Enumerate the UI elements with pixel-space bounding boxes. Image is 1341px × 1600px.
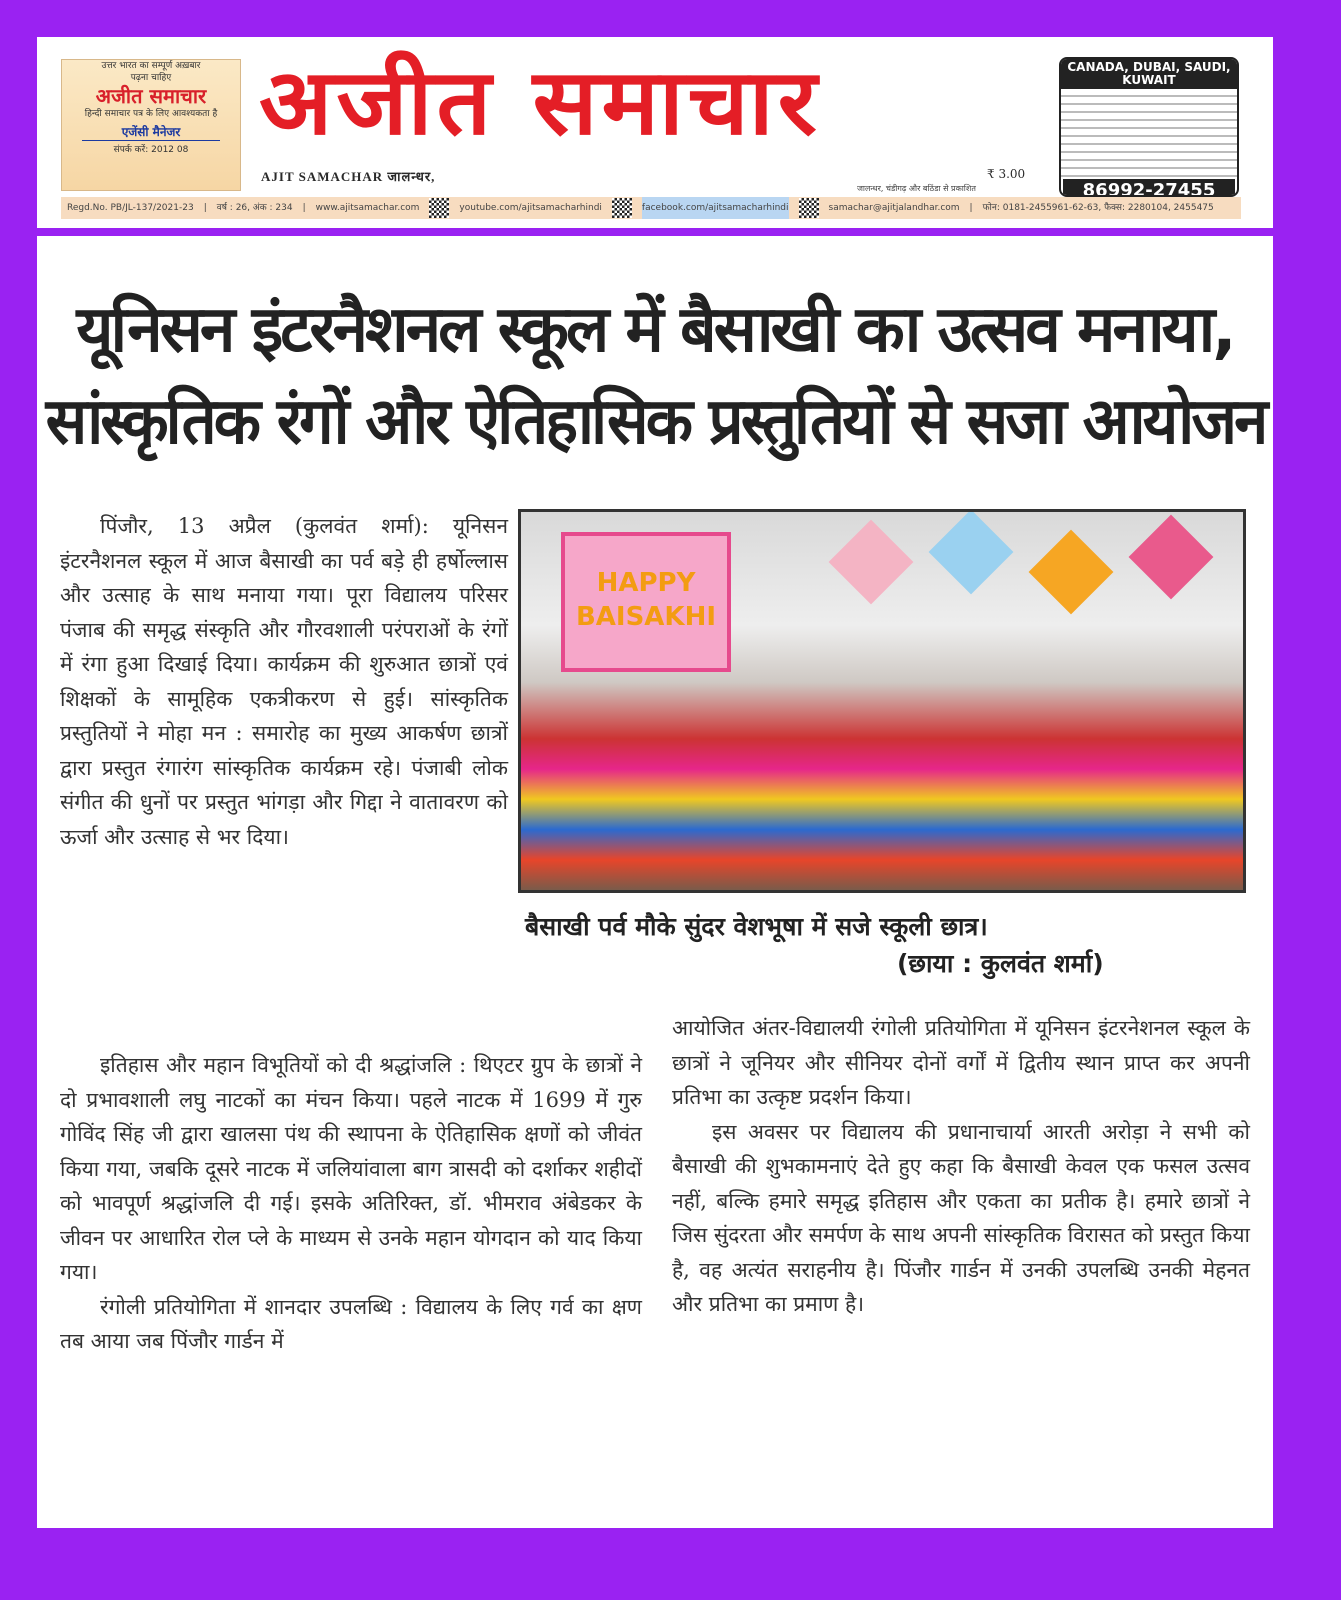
overseas-jobs-ad xyxy=(1059,57,1239,197)
agency-ad xyxy=(61,59,241,191)
headline-line-2: सांस्कृतिक रंगों और ऐतिहासिक प्रस्तुतियों से सजा आयोजन xyxy=(45,385,1265,459)
ad-title: अजीत समाचार xyxy=(95,84,207,108)
website-link[interactable]: www.ajitsamachar.com xyxy=(315,203,420,213)
email-link[interactable]: samachar@ajitjalandhar.com xyxy=(828,203,960,213)
qr-code-icon xyxy=(429,198,449,218)
kite-decoration xyxy=(1129,515,1214,600)
ad-body xyxy=(1061,89,1237,177)
ad-text: हिन्दी समाचार पत्र के लिए आवश्यकता है xyxy=(84,109,218,119)
students-photo xyxy=(518,509,1246,893)
paragraph: इस अवसर पर विद्यालय की प्रधानाचार्या आरती अरोड़ा ने सभी को बैसाखी की शुभकामनाएं देते हुए कहा कि बैसाखी केवल एक फसल उत्सव नहीं, बल्कि हमारे समृद्ध इतिहास और एकता का प्रतीक है। हमारे छात्रों ने जिस सुंदरता और समर्पण के साथ अपनी सांस्कृतिक विरासत को प्रस्तुत किया है, वह अत्यंत सराहनीय है। पिंजौर गार्डन में उनकी उपलब्धि उनकी मेहनत और प्रतिभा का प्रमाण है। xyxy=(672,1119,1250,1316)
ad-phone: 86992-27455 xyxy=(1063,179,1235,197)
paragraph: पिंजौर, 13 अप्रैल (कुलवंत शर्मा): यूनिसन इंटरनैशनल स्कूल में आज बैसाखी का पर्व बड़े ही हर्षोल्लास और उत्साह के साथ मनाया गया। पूरा विद्यालय परिसर पंजाब की समृद्ध संस्कृति और गौरवशाली परंपराओं के रंगों में रंगा हुआ दिखाई दिया। कार्यक्रम की शुरुआत छात्रों एवं शिक्षकों के सामूहिक एकत्रीकरण से हुई। सांस्कृतिक प्रस्तुतियों ने मोहा मन : समारोह का मुख्य आकर्षण छात्रों द्वारा प्रस्तुत रंगारंग सांस्कृतिक कार्यक्रम रहे। पंजाबी लोक संगीत की धुनों पर प्रस्तुत भांगड़ा और गिद्दा ने वातावरण को ऊर्जा और उत्साह से भर दिया। xyxy=(60,514,508,849)
qr-code-icon xyxy=(612,198,632,218)
kite-decoration xyxy=(829,520,914,605)
english-name: AJIT SAMACHAR जालन्धर, xyxy=(261,169,436,184)
qr-code-icon xyxy=(799,198,819,218)
price: ₹ 3.00 xyxy=(987,167,1026,181)
ad-text: उत्तर भारत का सम्पूर्ण अख़बार xyxy=(101,61,201,71)
column-1 xyxy=(60,509,508,854)
photo-caption: बैसाखी पर्व मौके सुंदर वेशभूषा में सजे स्कूली छात्र। xyxy=(525,912,988,941)
ad-text: संपर्क करें: 2012 08 xyxy=(113,145,189,155)
paragraph: इतिहास और महान विभूतियों को दी श्रद्धांजलि : थिएटर ग्रुप के छात्रों ने दो प्रभावशाली लघु नाटकों का मंचन किया। पहले नाटक में 1699 में गुरु गोविंद सिंह जी द्वारा खालसा पंथ की स्थापना के ऐतिहासिक क्षणों को जीवंत किया गया, जबकि दूसरे नाटक में जलियांवाला बाग त्रासदी को दर्शाकर शहीदों को भावपूर्ण श्रद्धांजलि दी गई। इसके अतिरिक्त, डॉ. भीमराव अंबेडकर के जीवन पर आधारित रोल प्ले के माध्यम से उनके महान योगदान को याद किया गया। xyxy=(60,1053,642,1284)
kite-decoration xyxy=(929,510,1014,595)
photo-credit: (छाया : कुलवंत शर्मा) xyxy=(897,949,1104,978)
ad-title: CANADA, DUBAI, SAUDI, KUWAIT xyxy=(1061,59,1237,89)
headline-line-1: यूनिसन इंटरनैशनल स्कूल में बैसाखी का उत्सव मनाया, xyxy=(76,293,1234,367)
issue-number: वर्ष : 26, अंक : 234 xyxy=(216,203,293,213)
paragraph: रंगोली प्रतियोगिता में शानदार उपलब्धि : विद्यालय के लिए गर्व का क्षण तब आया जब पिंजौर गार्डन में xyxy=(60,1294,642,1353)
paragraph: आयोजित अंतर-विद्यालयी रंगोली प्रतियोगिता में यूनिसन इंटरनेशनल स्कूल के छात्रों ने जूनियर और सीनियर दोनों वर्गों में द्वितीय स्थान प्राप्त कर अपनी प्रतिभा का उत्कृष्ट प्रदर्शन किया। xyxy=(672,1016,1250,1109)
column-3 xyxy=(672,1011,1250,1322)
happy-baisakhi-banner: HAPPY BAISAKHI xyxy=(561,532,731,672)
headline xyxy=(37,284,1273,468)
phone-numbers: फोन: 0181-2455961-62-63, फैक्स: 2280104, 2455475 xyxy=(982,203,1214,213)
youtube-link[interactable]: youtube.com/ajitsamacharhindi xyxy=(459,203,602,213)
newspaper-header xyxy=(37,37,1273,228)
column-2 xyxy=(60,1048,642,1359)
ad-text: पढ़ना चाहिए xyxy=(130,73,172,83)
info-strip: Regd.No. PB/JL-137/2021-23 | वर्ष : 26, अंक : 234 | www.ajitsamachar.com youtube.com/ajitsamacharhindi facebook.com/ajitsamacharhindi samachar@ajitjalandhar.com | फोन: 0181-2455961-62-63, फैक्स: 2280104, 2455475 xyxy=(61,197,1241,219)
article xyxy=(37,236,1273,1528)
regd-number: Regd.No. PB/JL-137/2021-23 xyxy=(67,203,194,213)
facebook-link[interactable]: facebook.com/ajitsamacharhindi xyxy=(642,197,789,219)
ad-manager: एजेंसी मैनेजर xyxy=(82,123,220,141)
masthead-logo: अजीत समाचार xyxy=(259,48,821,156)
published-from: जालन्धर, चंडीगढ़ और बठिंडा से प्रकाशित xyxy=(857,184,976,193)
kite-decoration xyxy=(1029,530,1114,615)
